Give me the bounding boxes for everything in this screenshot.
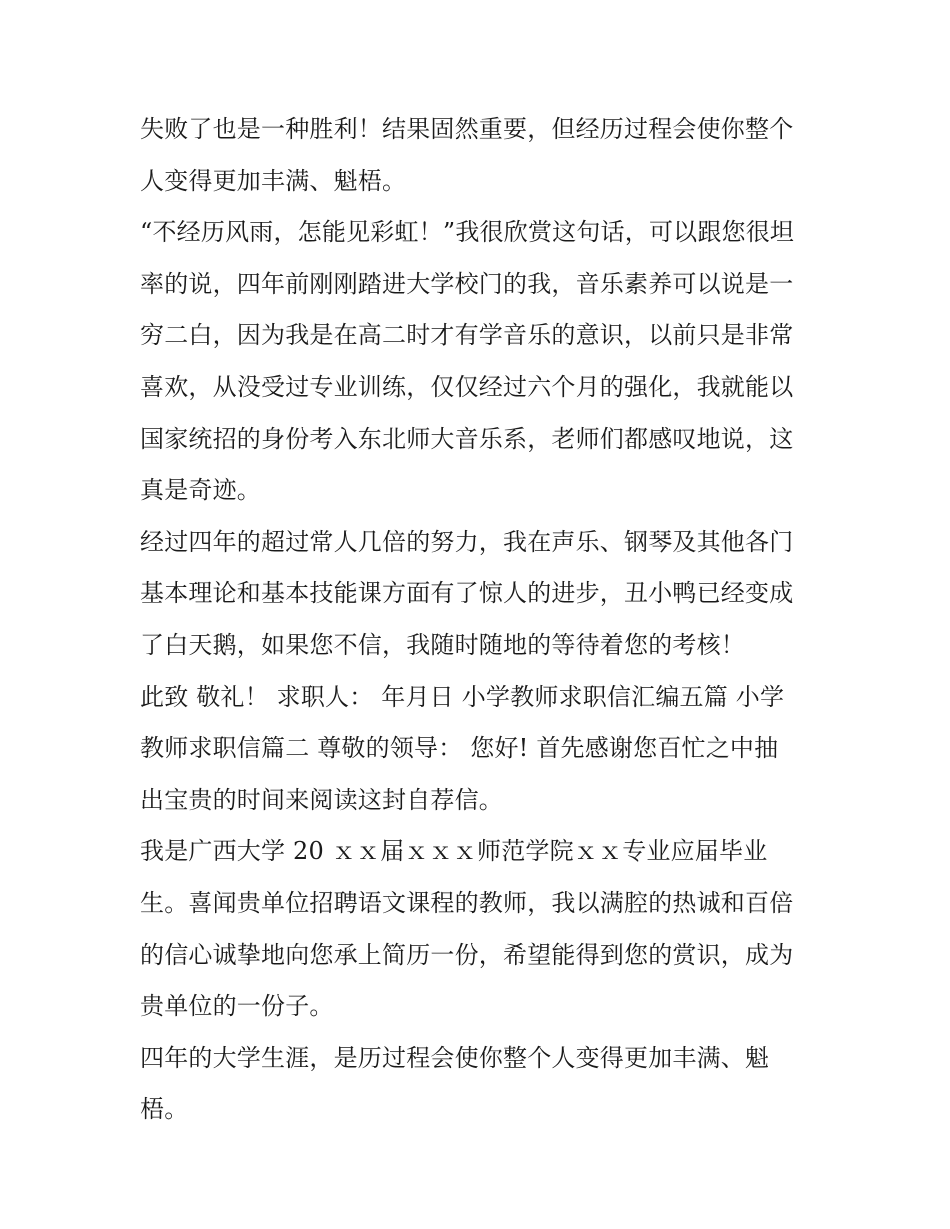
text-line: 此致 敬礼！ 求职人： 年月日 小学教师求职信汇编五篇 小学 [140, 682, 785, 711]
text-line: 真是奇迹。 [140, 476, 261, 505]
text-line: 经过四年的超过常人几倍的努力，我在声乐、钢琴及其他各门 [140, 527, 794, 556]
text-line: 失败了也是一种胜利！结果固然重要，但经历过程会使你整个 [140, 115, 794, 143]
text-line: 基本理论和基本技能课方面有了惊人的进步，丑小鸭已经变成 [140, 579, 794, 608]
text-line: 教师求职信篇二 尊敬的领导： 您好! 首先感谢您百忙之中抽 [140, 734, 779, 763]
text-line: 国家统招的身份考入东北师大音乐系，老师们都感叹地说，这 [140, 424, 794, 453]
text-line: 四年的大学生涯，是历过程会使你整个人变得更加丰满、魁 [140, 1043, 770, 1072]
document-body [140, 104, 820, 1136]
text-line: 的信心诚挚地向您承上简历一份，希望能得到您的赏识，成为 [140, 940, 794, 969]
text-line: 率的说，四年前刚刚踏进大学校门的我，音乐素养可以说是一 [140, 269, 794, 298]
text-line: 贵单位的一份子。 [140, 992, 334, 1021]
text-line: “不经历风雨，怎能见彩虹！”我很欣赏这句话，可以跟您很坦 [140, 218, 795, 247]
text-line: 我是广西大学 20 ｘｘ届ｘｘｘ师范学院ｘｘ专业应届毕业 [140, 837, 768, 866]
text-line: 人变得更加丰满、魁梧。 [140, 166, 407, 195]
text-line: 喜欢，从没受过专业训练，仅仅经过六个月的强化，我就能以 [140, 372, 794, 401]
text-line: 穷二白，因为我是在高二时才有学音乐的意识，以前只是非常 [140, 321, 794, 350]
text-line: 生。喜闻贵单位招聘语文课程的教师，我以满腔的热诚和百倍 [140, 888, 794, 917]
text-line: 梧。 [140, 1095, 189, 1124]
text-line: 出宝贵的时间来阅读这封自荐信。 [140, 785, 503, 814]
text-line: 了白天鹅，如果您不信，我随时随地的等待着您的考核！ [140, 630, 745, 659]
